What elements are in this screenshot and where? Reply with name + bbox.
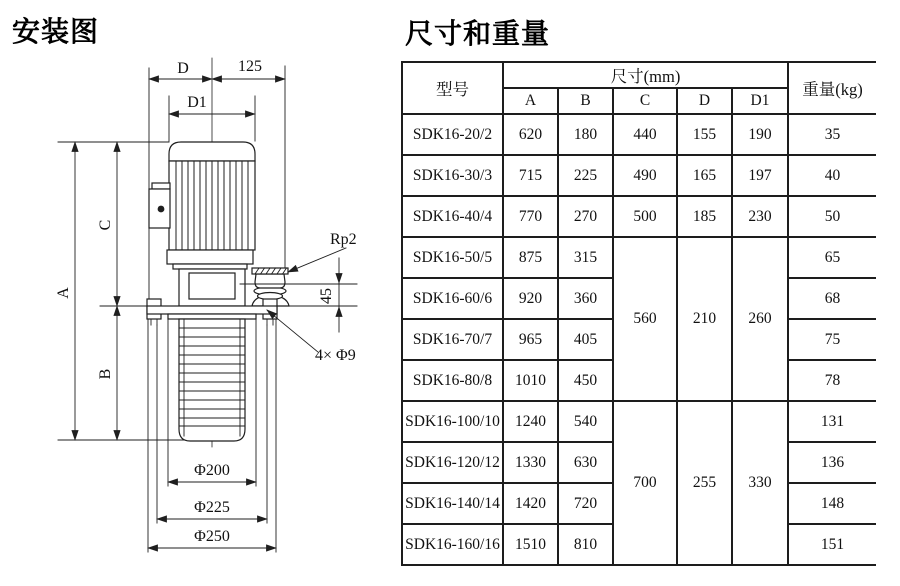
- table-row: SDK16-70/7 965 405 75: [402, 319, 876, 360]
- col-header-weight: 重量(kg): [788, 62, 876, 114]
- model-cell: SDK16-100/10: [402, 401, 503, 442]
- col-header-d: D: [677, 88, 732, 114]
- col-header-a: A: [503, 88, 558, 114]
- pump-installation-drawing: [0, 0, 400, 586]
- table-row: SDK16-20/2 620 180 440 155 190 35: [402, 114, 876, 155]
- motor: [149, 142, 255, 250]
- installation-diagram-title: 安装图: [12, 16, 100, 47]
- table-row: SDK16-160/16 1510 810 151: [402, 524, 876, 565]
- motor-base: [167, 250, 253, 306]
- table-row: SDK16-30/3 715 225 490 165 197 40: [402, 155, 876, 196]
- terminal-box-hole: [158, 206, 165, 213]
- terminal-box-lip: [152, 183, 170, 189]
- dim-label-phi200: Φ200: [194, 462, 230, 479]
- dim-label-c: C: [97, 219, 114, 231]
- col-header-model: 型号: [402, 62, 503, 114]
- model-cell: SDK16-140/14: [402, 483, 503, 524]
- table-row: SDK16-120/12 1330 630 136: [402, 442, 876, 483]
- col-header-size: 尺寸(mm): [503, 62, 788, 88]
- col-header-d1: D1: [732, 88, 788, 114]
- model-cell: SDK16-20/2: [402, 114, 503, 155]
- col-header-c: C: [613, 88, 677, 114]
- table-row: SDK16-40/4 770 270 500 185 230 50: [402, 196, 876, 237]
- dim-label-45: 45: [318, 288, 335, 304]
- col-header-b: B: [558, 88, 613, 114]
- dim-label-phi225: Φ225: [194, 499, 230, 516]
- table-row: SDK16-50/5 875 315 560 210 260 65: [402, 237, 876, 278]
- table-row: SDK16-60/6 920 360 68: [402, 278, 876, 319]
- dimensions-weight-table: [401, 61, 876, 566]
- dimensions-weight-title: 尺寸和重量: [405, 18, 551, 49]
- table-row: SDK16-100/10 1240 540 700 255 330 131: [402, 401, 876, 442]
- bolt-holes-label: 4× Φ9: [315, 347, 356, 364]
- model-cell: SDK16-80/8: [402, 360, 503, 401]
- spec-table-wrap: [401, 61, 876, 566]
- table-row: SDK16-80/8 1010 450 78: [402, 360, 876, 401]
- dim-label-phi250: Φ250: [194, 528, 230, 545]
- model-cell: SDK16-70/7: [402, 319, 503, 360]
- model-cell: SDK16-60/6: [402, 278, 503, 319]
- model-cell: SDK16-40/4: [402, 196, 503, 237]
- model-cell: SDK16-120/12: [402, 442, 503, 483]
- dim-label-125: 125: [238, 58, 262, 75]
- rp2-label: Rp2: [330, 231, 357, 248]
- dim-label-d: D: [177, 60, 189, 77]
- model-cell: SDK16-50/5: [402, 237, 503, 278]
- model-cell: SDK16-30/3: [402, 155, 503, 196]
- dim-label-a: A: [55, 287, 72, 299]
- model-cell: SDK16-160/16: [402, 524, 503, 565]
- dim-label-b: B: [97, 368, 114, 380]
- pump-stack: [179, 319, 245, 441]
- table-row: SDK16-140/14 1420 720 148: [402, 483, 876, 524]
- dim-label-d1: D1: [187, 94, 207, 111]
